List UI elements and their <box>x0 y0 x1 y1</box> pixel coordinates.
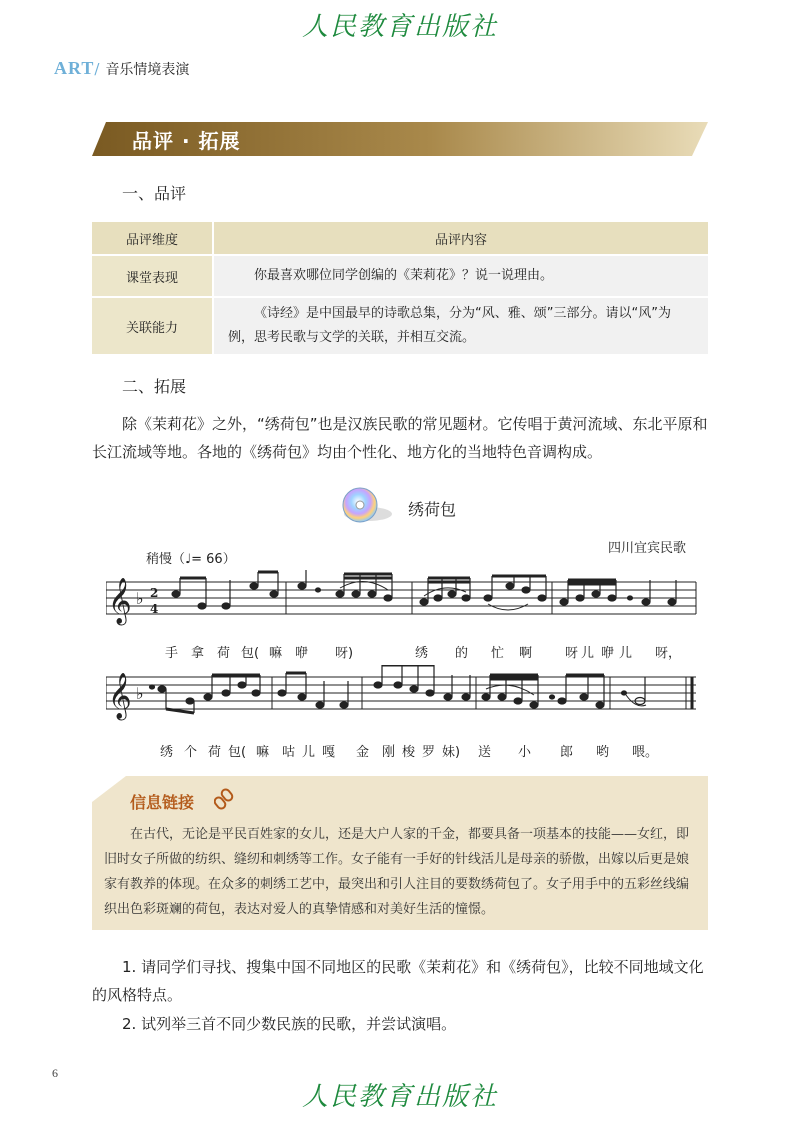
page-number: 6 <box>52 1066 58 1080</box>
info-paragraph: 在古代，无论是平民百姓家的女儿，还是大户人家的千金，都要具备一项基本的技能——女红，即旧时女子所做的纺织、缝纫和刺绣等工作。女子能有一手好的针线活儿是母亲的骄傲，出嫁以后更是娘家有教养的体现。在众多的刺绣工艺中，最突出和引人注目的要数绣荷包了。女子用手中的五彩丝线编织出色彩斑斓的荷包，表达对爱人的真挚情感和对美好生活的憧憬。 <box>104 827 690 917</box>
lyric-syllable: 呀， <box>655 646 682 661</box>
publisher-logo-top: 人民教育出版社 <box>301 12 498 42</box>
music-staff-2 <box>106 665 706 735</box>
lyric-syllable: 咿 <box>295 646 309 661</box>
section-banner <box>92 122 708 156</box>
table-row <box>92 297 708 354</box>
lyric-syllable: 荷 <box>217 646 231 661</box>
song-origin: 四川宜宾民歌 <box>608 541 687 556</box>
lyric-syllable: 郎 <box>560 745 574 760</box>
intro-paragraph: 除《茉莉花》之外，“绣荷包”也是汉族民歌的常见题材。它传唱于黄河流域、东北平原和长江流域等地。各地的《绣荷包》均由个性化、地方化的当地特色音调构成。 <box>92 415 708 461</box>
tempo-marking: 稍慢（♩= 66） <box>146 552 236 567</box>
table-header-cell: 品评内容 <box>213 222 708 255</box>
header-art: ART <box>54 58 95 78</box>
lyric-syllable: 的 <box>455 646 469 661</box>
table-cell-dimension: 课堂表现 <box>92 255 213 297</box>
table-header-cell: 品评维度 <box>92 222 213 255</box>
section-heading-extend: 二、拓展 <box>122 377 187 396</box>
svg-text:♭: ♭ <box>136 684 144 703</box>
link-icon <box>214 788 234 814</box>
lyric-syllable: 送 <box>478 745 492 760</box>
lyric-syllable: 忙 <box>491 646 505 661</box>
lyric-syllable: 哟 <box>596 745 610 760</box>
header-subtitle: 音乐情境表演 <box>105 62 190 78</box>
banner-title: 品评 · 拓展 <box>132 129 241 153</box>
lyric-syllable: 绣 <box>415 646 429 661</box>
lyric-syllable: 小 <box>518 745 532 760</box>
lyric-syllable: 咕 <box>282 745 296 760</box>
lyric-syllable: 妹) <box>442 745 461 760</box>
svg-text:2: 2 <box>150 586 159 600</box>
lyric-syllable: 儿 <box>619 646 633 661</box>
lyric-syllable: 荷 <box>208 745 222 760</box>
lyric-syllable: 喂。 <box>632 745 659 760</box>
lyric-syllable: 包( <box>241 646 260 661</box>
lyric-syllable: 咿 <box>601 646 615 661</box>
svg-text:4: 4 <box>150 602 159 616</box>
lyric-syllable: 手 <box>165 646 179 661</box>
lyric-syllable: 包( <box>228 745 247 760</box>
staff-1-notation <box>106 570 706 636</box>
box-corner-fold <box>92 776 126 802</box>
lyric-syllable: 嘎 <box>322 745 336 760</box>
lyric-syllable: 儿 <box>302 745 316 760</box>
evaluation-table <box>92 222 708 354</box>
staff-2-notation <box>106 665 706 731</box>
lyric-syllable: 刚 <box>382 745 396 760</box>
lyric-syllable: 嘛 <box>269 646 283 661</box>
lyric-syllable: 梭 <box>402 745 416 760</box>
section-heading-evaluate: 一、品评 <box>122 184 187 203</box>
svg-text:𝄞: 𝄞 <box>108 578 132 624</box>
info-title: 信息链接 <box>130 793 195 812</box>
table-cell-content: 《诗经》是中国最早的诗歌总集，分为“风、雅、颂”三部分。请以“风”为例，思考民歌与文学的关联，并相互交流。 <box>213 297 708 354</box>
table-row <box>92 255 708 297</box>
info-link-box <box>92 776 708 930</box>
song-title: 绣荷包 <box>408 500 457 519</box>
lyric-syllable: 绣 <box>160 745 174 760</box>
cd-icon <box>338 486 394 528</box>
question-1: 1. 请同学们寻找、搜集中国不同地区的民歌《茉莉花》和《绣荷包》，比较不同地域文化的风格特点。 <box>92 958 704 1004</box>
music-staff-1 <box>106 570 706 640</box>
table-header-row <box>92 222 708 255</box>
lyric-syllable: 嘛 <box>256 745 270 760</box>
lyric-syllable: 儿 <box>581 646 595 661</box>
table-cell-content: 你最喜欢哪位同学创编的《茉莉花》？说一说理由。 <box>213 255 708 297</box>
publisher-logo-bottom: 人民教育出版社 <box>301 1082 498 1112</box>
table-cell-dimension: 关联能力 <box>92 297 213 354</box>
header-slash: / <box>94 60 100 78</box>
question-2: 2. 试列举三首不同少数民族的民歌，并尝试演唱。 <box>122 1015 457 1033</box>
lyric-syllable: 呀 <box>565 646 579 661</box>
lyric-syllable: 罗 <box>422 745 436 760</box>
lyric-syllable: 金 <box>356 745 370 760</box>
lyric-syllable: 啊 <box>519 646 533 661</box>
page-header <box>54 58 189 79</box>
svg-text:♭: ♭ <box>136 589 144 608</box>
lyric-syllable: 拿 <box>191 646 205 661</box>
lyric-syllable: 个 <box>184 745 198 760</box>
lyric-syllable: 呀) <box>335 646 354 661</box>
svg-text:𝄞: 𝄞 <box>108 673 132 719</box>
